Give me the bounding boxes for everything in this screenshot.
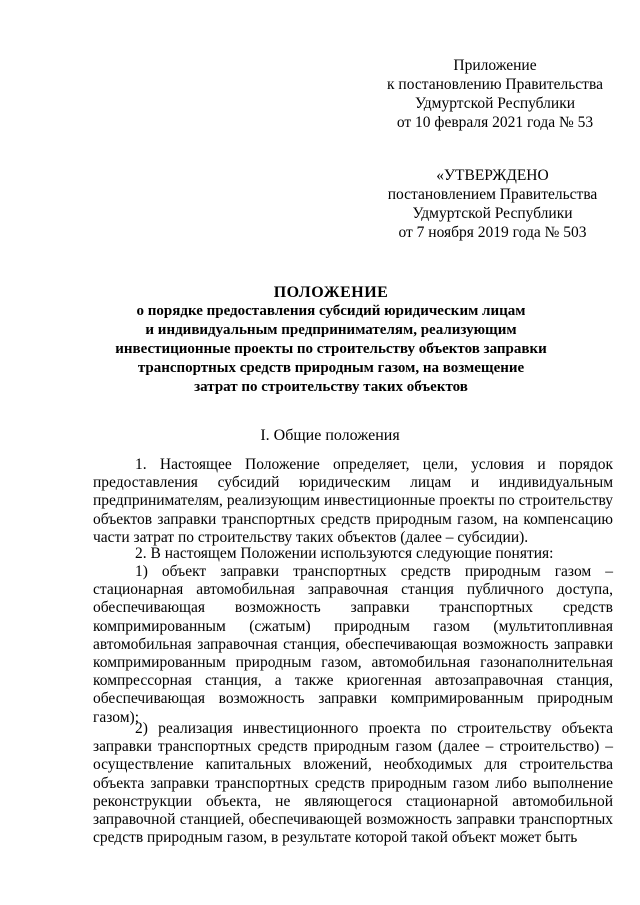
approved-line: от 7 ноября 2019 года № 503 — [398, 224, 587, 241]
paragraph-1: 1. Настоящее Положение определяет, цели, условия и порядок предоставления субсидий юридическим лицам и индивидуальным предпринимателям, реализующим инвестиционные проекты по строительству объектов заправки транспортных средств природным газом, на компенсацию части затрат по строительству таких объектов (далее – субсидии). — [93, 456, 613, 546]
appendix-line: Приложение — [453, 57, 537, 74]
title-line: инвестиционные проекты по строительству объектов заправки — [115, 341, 547, 357]
title-line: о порядке предоставления субсидий юридическим лицам — [136, 303, 526, 319]
approved-line: «УТВЕРЖДЕНО — [436, 167, 549, 184]
appendix-line: от 10 февраля 2021 года № 53 — [396, 114, 594, 131]
title-line: и индивидуальным предпринимателям, реализующим — [145, 322, 517, 338]
approved-line: Удмуртской Республики — [412, 205, 573, 222]
approved-line: постановлением Правительства — [387, 186, 598, 203]
title-line: затрат по строительству таких объектов — [194, 379, 468, 395]
paragraph-2: 2. В настоящем Положении используются следующие понятия: — [135, 545, 554, 562]
title-heading: ПОЛОЖЕНИЕ — [273, 284, 389, 301]
appendix-line: Удмуртской Республики — [414, 95, 576, 112]
paragraph-4: 2) реализация инвестиционного проекта по строительству объекта заправки транспортных средств природным газом (далее – строительство) – осуществление капитальных вложений, необходимых для строительства объекта заправки транспортных средств природным газом либо выполнение реконструкции объекта, не являющегося стационарной автомобильной заправочной станцией, обеспечивающей возможность заправки транспортных средств природным газом, в результате которой такой объект может быть — [93, 720, 613, 847]
document-title — [100, 283, 562, 397]
paragraph-3: 1) объект заправки транспортных средств природным газом – стационарная автомобильная заправочная станция публичного доступа, обеспечивающая возможность заправки транспортных средств компримированным (сжатым) природным газом (мультитопливная автомобильная заправочная станция, обеспечивающая возможность заправки компримированным природным газом, автомобильная газонаполнительная компрессорная станция, а также криогенная автозаправочная станция, обеспечивающая возможность заправки компримированным природным газом); — [93, 563, 613, 726]
appendix-line: к постановлению Правительства — [387, 76, 603, 93]
appendix-block — [375, 56, 615, 132]
approved-block — [370, 166, 615, 242]
title-line: транспортных средств природным газом, на возмещение — [137, 360, 525, 376]
section-heading: I. Общие положения — [260, 427, 400, 444]
